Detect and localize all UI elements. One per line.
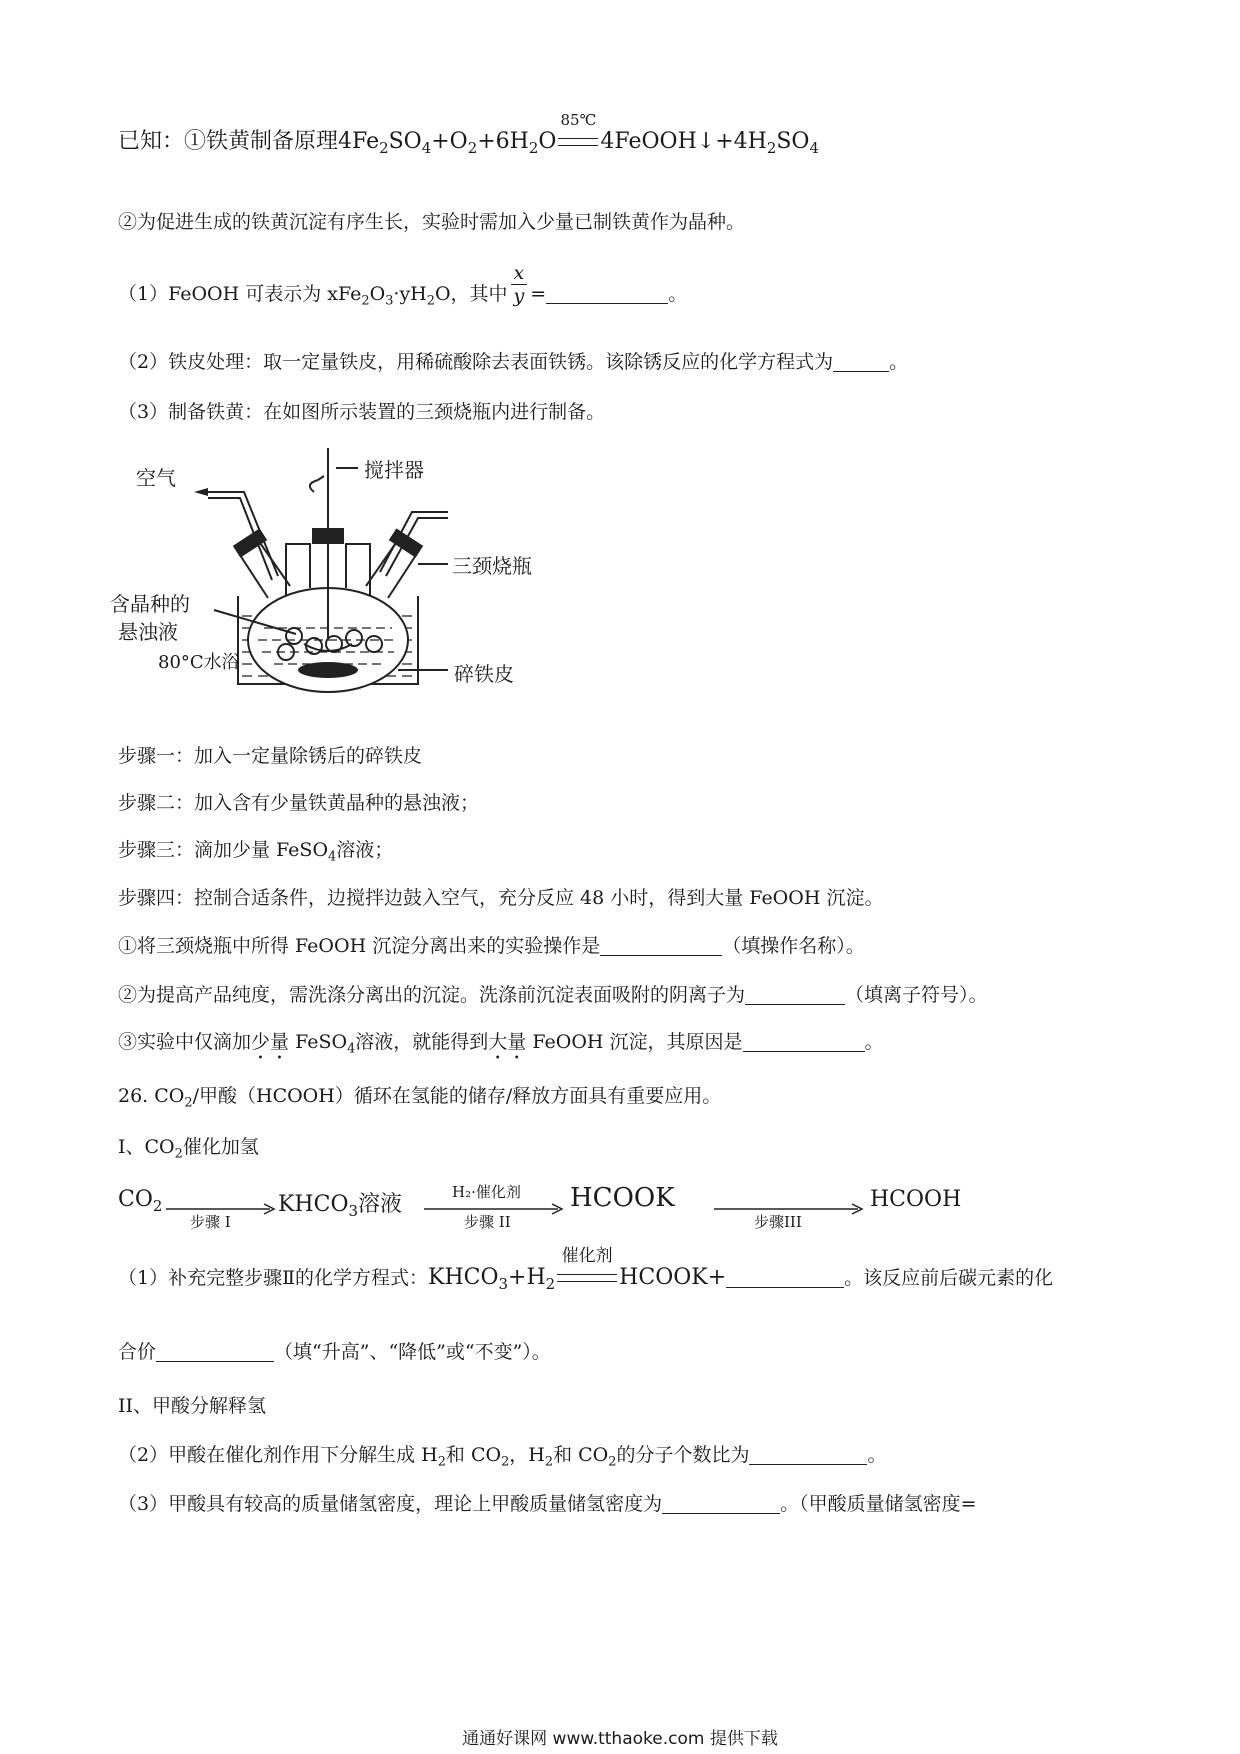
- step-3: 步骤三：滴加少量 FeSO$_4$溶液；: [118, 839, 394, 865]
- flow-step-2: 步骤 II: [464, 1213, 511, 1231]
- answer-blank-26-2[interactable]: [749, 1444, 867, 1465]
- sub-question-a: ①将三颈烧瓶中所得 FeOOH 沉淀分离出来的实验操作是 （填操作名称）。: [118, 935, 865, 957]
- page-footer: 通通好课网 www.tthaoke.com 提供下载: [462, 1729, 778, 1749]
- part-2-title: II、甲酸分解释氢: [118, 1395, 267, 1417]
- step-4: 步骤四：控制合适条件，边搅拌边鼓入空气，充分反应 48 小时，得到大量 FeOOH 沉淀。: [118, 887, 884, 909]
- known-label: 已知：①铁黄制备原理: [118, 129, 339, 154]
- answer-blank-26-3[interactable]: [662, 1493, 780, 1514]
- answer-blank-26-1b[interactable]: [156, 1341, 274, 1362]
- question-26-1: （1）补充完整步骤Ⅱ的化学方程式：$KHCO_3+H_2$ 催化剂 HCOOK+ 。该反应前后碳元素的化: [118, 1246, 1054, 1294]
- catalyst-condition: 催化剂: [557, 1264, 617, 1292]
- flow-step-3: 步骤III: [754, 1213, 802, 1231]
- label-suspension-line1: 含晶种的: [110, 592, 190, 616]
- label-iron-scrap: 碎铁皮: [454, 662, 514, 686]
- question-1: （1）FeOOH 可表示为 $xFe_2O_3\cdot yH_2O$，其中 $\frac{x}{y}$ = 。: [118, 261, 688, 309]
- question-26-2: （2）甲酸在催化剂作用下分解生成 $H_2$和 $CO_2$，$H_2$和 $CO_2$的分子个数比为 。: [118, 1444, 887, 1470]
- flow-condition-2: H₂·催化剂: [452, 1183, 521, 1201]
- question-3: （3）制备铁黄：在如图所示装置的三颈烧瓶内进行制备。: [118, 401, 606, 423]
- question-26-title: 26. $CO_2/$甲酸（HCOOH）循环在氢能的储存/释放方面具有重要应用。: [118, 1085, 722, 1111]
- step-1: 步骤一：加入一定量除锈后的碎铁皮: [118, 745, 423, 767]
- label-water-bath: 80°C水浴: [158, 652, 240, 673]
- label-flask: 三颈烧瓶: [452, 554, 532, 578]
- flow-hcook: HCOOK: [570, 1183, 675, 1213]
- question-2: （2）铁皮处理：取一定量铁皮，用稀硫酸除去表面铁锈。该除锈反应的化学方程式为 。: [118, 351, 909, 373]
- sub-question-c: ③实验中仅滴加少量 FeSO$_4$溶液，就能得到大量 FeOOH 沉淀，其原因是 。: [118, 1031, 884, 1057]
- answer-blank-a[interactable]: [600, 935, 722, 956]
- step-2: 步骤二：加入含有少量铁黄晶种的悬浊液；: [118, 792, 480, 814]
- label-air: 空气: [136, 466, 176, 490]
- flow-hcooh: HCOOH: [870, 1187, 962, 1212]
- fraction-x-over-y: $\frac{x}{y}$: [511, 262, 528, 307]
- flow-khco3: $KHCO_3$溶液: [278, 1192, 403, 1221]
- flow-step-1: 步骤 I: [190, 1213, 231, 1231]
- label-stirrer: 搅拌器: [364, 458, 424, 482]
- three-neck-flask-diagram: [110, 448, 538, 720]
- known-note-2: ②为促进生成的铁黄沉淀有序生长，实验时需加入少量已制铁黄作为晶种。: [118, 211, 746, 233]
- answer-blank-2[interactable]: [833, 351, 889, 372]
- answer-blank-26-1a[interactable]: [726, 1267, 844, 1288]
- question-26-3: （3）甲酸具有较高的质量储氢密度，理论上甲酸质量储氢密度为 。（甲酸质量储氢密度=: [118, 1493, 977, 1515]
- answer-blank-1[interactable]: [546, 283, 668, 304]
- known-reaction: [118, 111, 819, 158]
- label-suspension-line2: 悬浊液: [118, 620, 178, 644]
- reaction-condition: 85℃: [558, 128, 598, 156]
- reaction-flow: [118, 1175, 1018, 1235]
- answer-blank-c[interactable]: [743, 1031, 865, 1052]
- eq-lhs: $4Fe_2SO_4+O_2+6H_2O$: [338, 129, 557, 158]
- sub-question-b: ②为提高产品纯度，需洗涤分离出的沉淀。洗涤前沉淀表面吸附的阴离子为 （填离子符号）。: [118, 984, 988, 1006]
- question-26-1-line2: 合价 （填“升高”、“降低”或“不变”）。: [118, 1341, 551, 1363]
- answer-blank-b[interactable]: [745, 984, 845, 1005]
- part-1-title: I、$CO_2$催化加氢: [118, 1136, 259, 1162]
- eq-rhs: $4FeOOH↓+4H_2SO_4$: [600, 129, 819, 158]
- flow-co2: $CO_2$: [118, 1187, 163, 1216]
